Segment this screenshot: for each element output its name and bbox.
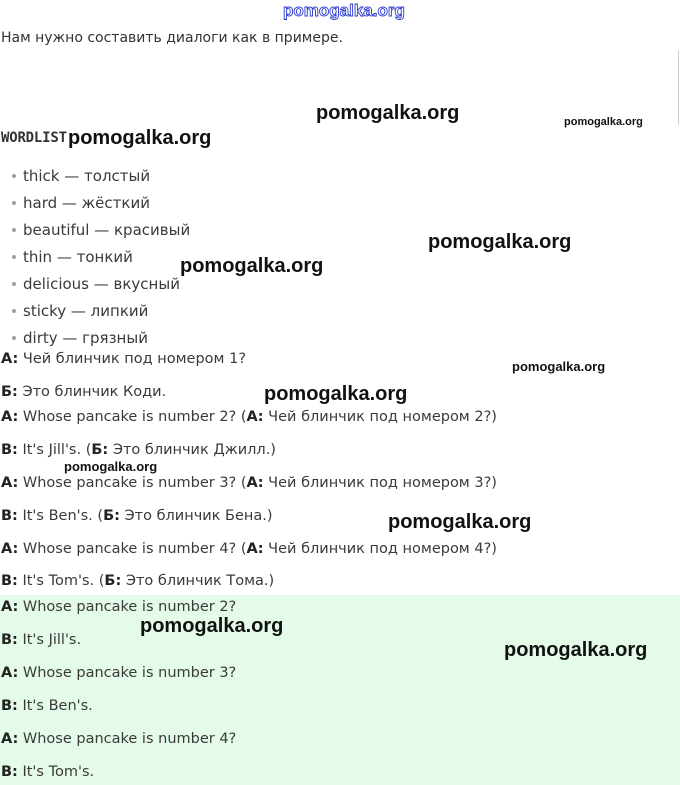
wordlist-item-text: thin — тонкий	[23, 248, 133, 266]
watermark: pomogalka.org	[140, 615, 284, 637]
watermark: pomogalka.org	[428, 231, 572, 253]
watermark: pomogalka.org	[316, 102, 460, 124]
translation-text: Это блинчик Тома.)	[121, 573, 275, 589]
line-text: It's Ben's. (	[17, 508, 104, 524]
dialogue-line	[1, 541, 497, 557]
speaker-label: B:	[1, 764, 18, 780]
line-text: Whose pancake is number 4? (	[18, 541, 247, 557]
wordlist-item-text: sticky — липкий	[23, 302, 149, 320]
dialogue-line	[1, 475, 497, 491]
bullet-icon	[12, 228, 16, 232]
speaker-label: Б:	[91, 442, 109, 458]
bullet-icon	[12, 336, 16, 340]
translation-text: Чей блинчик под номером 2?)	[263, 409, 497, 425]
speaker-label: Б:	[103, 508, 120, 524]
speaker-label: A:	[1, 541, 19, 557]
watermark: pomogalka.org	[180, 255, 324, 277]
watermark: pomogalka.org	[64, 459, 158, 474]
wordlist-item	[12, 194, 150, 212]
answer-line	[1, 764, 94, 780]
speaker-label: A:	[1, 351, 19, 367]
line-text: It's Tom's. (	[17, 573, 105, 589]
answer-line	[1, 698, 93, 714]
wordlist-item-text: hard — жёсткий	[23, 194, 150, 212]
bullet-icon	[12, 201, 16, 205]
line-text: Whose pancake is number 3? (	[18, 475, 247, 491]
answer-line	[1, 632, 81, 648]
line-text: It's Jill's.	[17, 632, 82, 648]
wordlist-item-text: delicious — вкусный	[23, 275, 180, 293]
wordlist-item	[12, 275, 180, 293]
intro-text: Нам нужно составить диалоги как в примере.	[1, 30, 343, 46]
watermark: pomogalka.org	[504, 639, 648, 661]
line-text: Чей блинчик под номером 1?	[18, 351, 247, 367]
dialogue-line	[1, 442, 276, 458]
translation-text: Чей блинчик под номером 3?)	[263, 475, 497, 491]
bullet-icon	[12, 255, 16, 259]
wordlist-title: WORDLIST	[1, 130, 67, 146]
speaker-label: B:	[1, 573, 18, 589]
speaker-label: A:	[1, 475, 19, 491]
wordlist-item-text: thick — толстый	[23, 167, 151, 185]
answer-line	[1, 665, 236, 681]
divider-line	[678, 50, 679, 125]
translation-text: Это блинчик Джилл.)	[108, 442, 276, 458]
speaker-label: B:	[1, 442, 18, 458]
translation-text: Чей блинчик под номером 4?)	[263, 541, 497, 557]
bullet-icon	[12, 174, 16, 178]
example-line	[1, 351, 246, 367]
speaker-label: А:	[246, 541, 264, 557]
line-text: It's Ben's.	[17, 698, 93, 714]
wordlist-item	[12, 329, 148, 347]
example-line	[1, 384, 166, 400]
speaker-label: Б:	[1, 384, 18, 400]
watermark: pomogalka.org	[564, 116, 643, 128]
line-text: Это блинчик Коди.	[17, 384, 167, 400]
wordlist-item	[12, 221, 190, 239]
line-text: Whose pancake is number 3?	[18, 665, 237, 681]
watermark: pomogalka.org	[512, 359, 606, 374]
wordlist-item-text: beautiful — красивый	[23, 221, 191, 239]
line-text: Whose pancake is number 4?	[18, 731, 237, 747]
answer-line	[1, 599, 236, 615]
bullet-icon	[12, 309, 16, 313]
answer-box	[0, 595, 680, 785]
line-text: Whose pancake is number 2? (	[18, 409, 247, 425]
speaker-label: А:	[246, 409, 264, 425]
line-text: Whose pancake is number 2?	[18, 599, 237, 615]
translation-text: Это блинчик Бена.)	[119, 508, 273, 524]
speaker-label: B:	[1, 632, 18, 648]
speaker-label: А:	[246, 475, 264, 491]
line-text: It's Tom's.	[17, 764, 95, 780]
wordlist-item	[12, 302, 148, 320]
speaker-label: B:	[1, 508, 18, 524]
speaker-label: A:	[1, 731, 19, 747]
wordlist-item	[12, 167, 150, 185]
speaker-label: Б:	[104, 573, 122, 589]
watermark: pomogalka.org	[388, 511, 532, 533]
wordlist-item-text: dirty — грязный	[23, 329, 148, 347]
watermark: pomogalka.org	[68, 127, 212, 149]
answer-line	[1, 731, 236, 747]
dialogue-line	[1, 573, 274, 589]
bullet-icon	[12, 282, 16, 286]
dialogue-line	[1, 508, 273, 524]
watermark-top: pomogalka.org	[283, 1, 405, 20]
speaker-label: A:	[1, 409, 19, 425]
speaker-label: A:	[1, 665, 19, 681]
wordlist-item	[12, 248, 133, 266]
speaker-label: A:	[1, 599, 19, 615]
dialogue-line	[1, 409, 497, 425]
watermark: pomogalka.org	[264, 383, 408, 405]
speaker-label: B:	[1, 698, 18, 714]
line-text: It's Jill's. (	[17, 442, 92, 458]
